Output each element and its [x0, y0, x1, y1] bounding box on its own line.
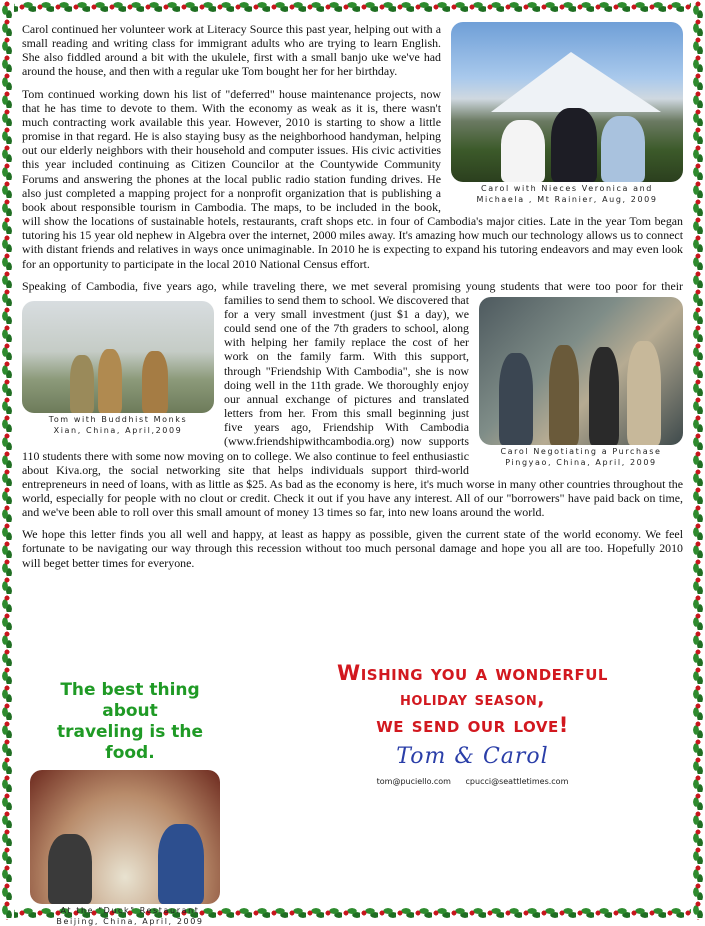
- person-figure: [142, 351, 168, 413]
- monks-caption-line-2: Xian, China, April,2009: [53, 425, 183, 435]
- person-figure: [98, 349, 122, 413]
- person-figure: [48, 834, 92, 904]
- person-figure: [158, 824, 204, 904]
- letter-body: [22, 22, 683, 662]
- email-tom: tom@puciello.com: [376, 777, 451, 786]
- paragraph-cambodia: Speaking of Cambodia, five years ago, while traveling there, we met several promising young students that were too poor for their families to send them to school. We discovered that for a very small investment (just $1 a day), we could send one of the 7th graders to school, along with helping her family replace the cost of her work on the family farm. With this support, through "Friendship With Cambodia", she is now doing well in the 11th grade. We thoroughly enjoy our annual exchange of pictures and translated letters from her. From this small beginning just five years ago, Friendship With Cambodia (www.friendshipwithcambodia.org) now supports 110 students there with some now moving on to college. We also continue to feel enthusiastic about Kiva.org, the social networking site that helps individuals support third-world entrepreneurs in need of loans, with as little as $25. As bad as the economy is here, it's much worse in many other countries throughout the world, especially for people with no clout or credit. Check it out if you have any interest. All of our "borrowers" have paid back on time, and we've been able to roll over this small amount of money 13 times so far, into new loans around the world.: [22, 278, 683, 520]
- mountain-caption-line-1: Carol with Nieces Veronica and: [481, 184, 653, 193]
- holiday-greeting: [300, 660, 645, 786]
- signature: Tom & Carol: [396, 744, 549, 769]
- email-carol: cpucci@seattletimes.com: [465, 777, 569, 786]
- duck-restaurant-photo: [30, 770, 220, 904]
- duck-caption-line-1: At the "Duck" Restaurant: [60, 906, 200, 915]
- photo-block-mountain: [451, 22, 683, 204]
- person-figure: [627, 341, 661, 445]
- market-caption-line-1: Carol Negotiating a Purchase: [500, 446, 662, 456]
- market-photo: [479, 297, 683, 445]
- person-figure: [499, 353, 533, 445]
- monks-caption-line-1: Tom with Buddhist Monks: [48, 414, 188, 424]
- person-figure: [589, 347, 619, 445]
- photo-block-market: [479, 297, 683, 467]
- paragraph-carol: Carol continued her volunteer work at Literacy Source this past year, helping out with a small reading and writing class for immigrant adults who are trying to learn English. She also fiddled around a bit with the ukulele, first with a small banjo uke we've had around the house, and then with a regular uke Tom bought her for her birthday.: [22, 22, 441, 79]
- food-quote-line-1: The best thing about: [60, 680, 200, 721]
- greeting-line-3: we send our love!: [376, 713, 569, 737]
- food-quote-line-2: traveling is the food.: [56, 722, 204, 763]
- holly-border-right: [691, 0, 705, 920]
- person-figure: [549, 345, 579, 445]
- monks-photo: [22, 301, 214, 413]
- food-block: [30, 680, 230, 926]
- person-figure: [601, 116, 645, 182]
- email-addresses: [300, 777, 645, 786]
- photo-block-monks: [22, 301, 214, 435]
- holly-border-top: [0, 0, 705, 14]
- market-caption-line-2: Pingyao, China, April, 2009: [505, 457, 657, 467]
- holly-border-left: [0, 0, 14, 920]
- person-figure: [70, 355, 94, 413]
- mountain-caption-line-2: Michaela , Mt Rainier, Aug, 2009: [476, 195, 658, 204]
- paragraph-tom: Tom continued working down his list of "deferred" house maintenance projects, now that he has time to devote to them. With the economy as weak as it is, there wasn't much contracting work available this year. However, 2010 is starting to show a little promise in that regard. He is also staying busy as the neighborhood handyman, helping out our elderly neighbors with their household and computer issues. His civic activities this year included continuing as Citizen Councilor at the Countywide Community Forums and answering the phones at the local public radio station funding drives. He also just completed a mapping project for a nonprofit organization that is publishing a book about responsible tourism in Cambodia. The maps, to be included in the book, will show the locations of sustainable hotels, restaurants, craft shops etc. in four of Cambodia's major cities. Late in the year Tom began tutoring his 15 year old nephew in Algebra over the internet, 2000 miles away. It's amazing how much our technology allows us to connect with distant friends and relatives in ways once unimaginable. In 2010 he is expecting to expand his tutoring endeavors and may even look for an opportunity to participate in the local 2010 National Census effort.: [22, 86, 683, 271]
- duck-caption-line-2: Beijing, China, April, 2009: [56, 917, 204, 926]
- mountain-peak-shape: [491, 52, 661, 112]
- paragraph-closing: We hope this letter finds you all well and happy, at least as happy as possible, given the current state of the world economy. We feel fortunate to be navigating our way through this recession without too much personal damage and hope you all are too. Hopefully 2010 will beget better times for everyone.: [22, 527, 683, 570]
- person-figure: [551, 108, 597, 182]
- mountain-photo: [451, 22, 683, 182]
- person-figure: [501, 120, 545, 182]
- greeting-line-1: Wishing you a wonderful: [337, 661, 608, 685]
- greeting-line-2: holiday season,: [399, 688, 545, 710]
